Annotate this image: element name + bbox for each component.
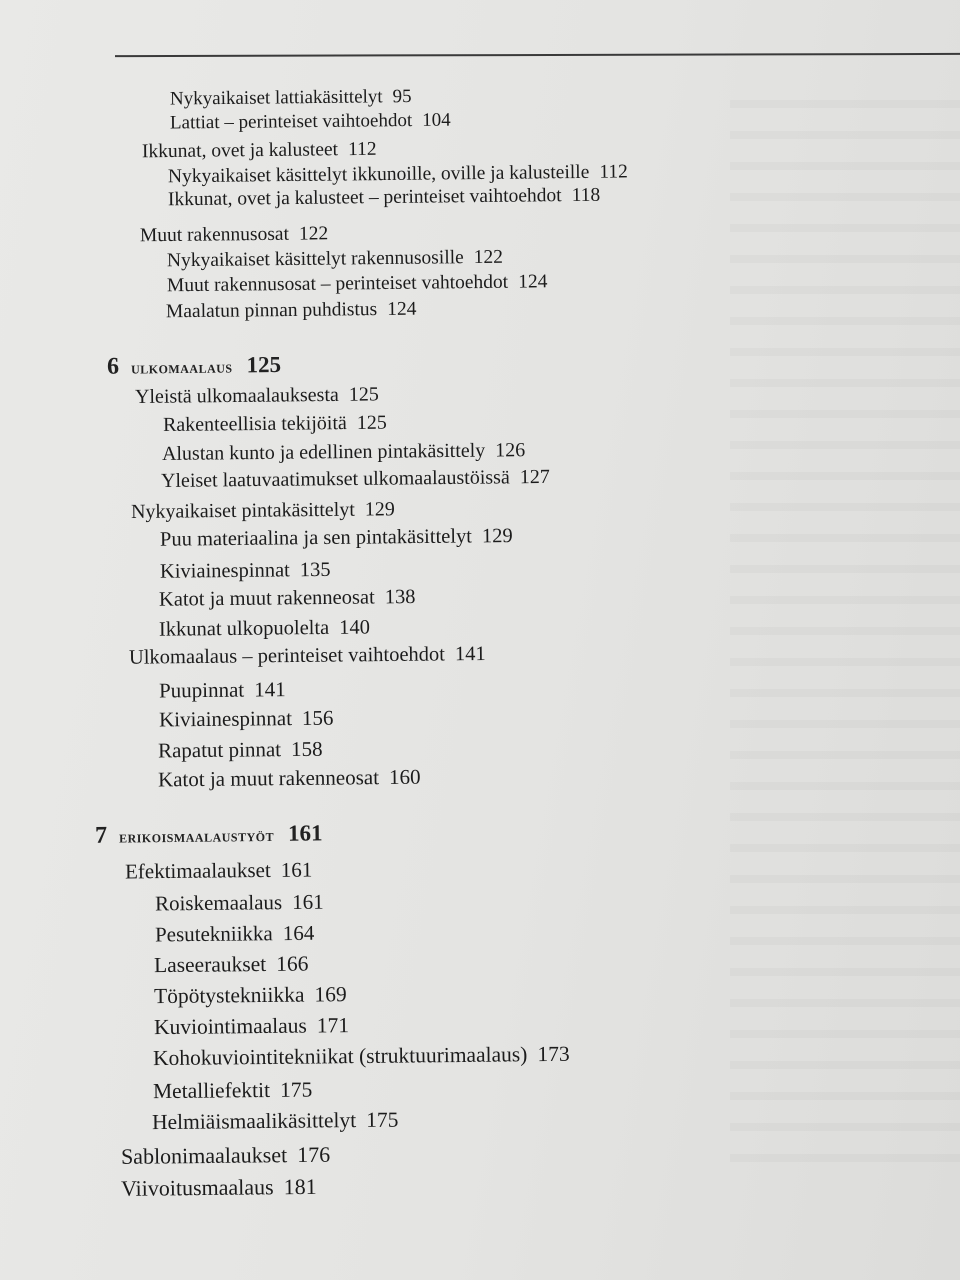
toc-entry [120, 1141, 331, 1169]
entry-title: Töpötystekniikka [153, 982, 305, 1009]
toc-entry [154, 984, 347, 1008]
entry-title: Lattiat – perinteiset vaihtoehdot [169, 110, 413, 134]
entry-page: 141 [254, 677, 286, 702]
toc-entry [159, 587, 416, 610]
entry-page: 175 [366, 1107, 399, 1132]
entry-title: Katot ja muut rakenneosat [158, 586, 375, 611]
entry-page: 127 [519, 465, 550, 489]
toc-entry [168, 186, 600, 210]
entry-page: 140 [339, 616, 371, 639]
toc-entry [131, 499, 395, 522]
toc-entry [152, 1041, 570, 1071]
toc-entry [157, 764, 421, 792]
chapter-number: 6 [106, 353, 120, 380]
entry-title: Roiskemaalaus [154, 890, 283, 916]
entry-title: Rakenteellisia tekijöitä [162, 412, 347, 436]
toc-entry [170, 87, 412, 109]
entry-title: Ikkunat, ovet ja kalusteet – perinteiset vaihtoehdot [167, 185, 562, 211]
toc-entry [158, 705, 334, 732]
entry-title: Yleistä ulkomaalauksesta [134, 383, 339, 408]
header-rule [115, 53, 960, 57]
entry-title: Nykyaikaiset lattiakäsittelyt [169, 86, 383, 110]
entry-page: 181 [283, 1173, 317, 1200]
entry-title: Helmiäismaalikäsittelyt [151, 1108, 357, 1135]
entry-page: 161 [280, 857, 313, 882]
entry-page: 161 [292, 889, 324, 915]
entry-page: 135 [299, 558, 331, 582]
toc-entry [154, 1015, 349, 1039]
entry-page: 141 [454, 642, 486, 666]
toc-entry [166, 300, 417, 322]
entry-page: 112 [347, 138, 377, 161]
toc-entry [152, 1077, 313, 1104]
entry-title: Metalliefektit [152, 1077, 271, 1104]
entry-page: 125 [348, 383, 379, 406]
entry-title: Nykyaikaiset käsittelyt rakennusosille [166, 247, 464, 272]
toc-entry [140, 224, 328, 245]
entry-title: Puupinnat [158, 677, 245, 703]
entry-page: 169 [314, 982, 347, 1007]
entry-page: 175 [279, 1077, 313, 1102]
entry-title: Alustan kunto ja edellinen pintakäsittely [161, 439, 486, 465]
entry-page: 171 [316, 1013, 350, 1038]
entry-title: Muut rakennusosat – perinteiset vahtoehdot [166, 271, 509, 297]
entry-page: 156 [301, 705, 334, 730]
chapter-title: erikoismaalaustyöt [118, 825, 275, 847]
entry-page: 122 [298, 223, 329, 245]
toc-entry [168, 162, 628, 186]
toc-entry [167, 248, 503, 271]
toc-entry [153, 951, 309, 978]
toc-entry [167, 272, 548, 295]
entry-page: 125 [356, 411, 387, 434]
toc-entry [161, 467, 550, 491]
entry-title: Nykyaikaiset pintakäsittelyt [130, 498, 355, 523]
entry-title: Rapatut pinnat [157, 737, 282, 763]
entry-title: Muut rakennusosat [139, 223, 290, 247]
chapter-heading [95, 821, 323, 847]
toc-entry [151, 1107, 399, 1135]
entry-title: Nykyaikaiset käsittelyt ikkunoille, oville ja kalusteille [167, 161, 590, 188]
toc-entry [129, 644, 486, 668]
toc-entry [154, 920, 315, 947]
facing-page-bleed [730, 80, 960, 1180]
entry-title: Kiviainespinnat [158, 706, 293, 732]
toc-entry [159, 679, 286, 701]
toc-entry [163, 413, 387, 435]
toc-entry [142, 140, 377, 162]
chapter-heading [107, 353, 281, 379]
entry-page: 124 [518, 271, 548, 293]
entry-page: 122 [473, 246, 504, 269]
entry-title: Sablonimaalaukset [120, 1142, 288, 1169]
entry-page: 112 [599, 161, 628, 183]
entry-page: 164 [282, 920, 315, 946]
entry-page: 158 [290, 736, 323, 762]
toc-entry [135, 384, 379, 407]
entry-page: 166 [276, 951, 309, 976]
entry-page: 104 [422, 109, 451, 131]
entry-title: Efektimaalaukset [124, 857, 271, 884]
entry-title: Puu materiaalina ja sen pintakäsittelyt [159, 525, 473, 551]
entry-page: 118 [571, 184, 601, 207]
entry-page: 129 [364, 498, 395, 521]
entry-title: Yleiset laatuvaatimukset ulkomaalaustöissä [160, 466, 510, 492]
entry-title: Kiviainespinnat [159, 559, 290, 583]
entry-title: Pesutekniikka [154, 921, 273, 947]
toc-entry [154, 889, 324, 916]
entry-page: 176 [297, 1141, 331, 1168]
chapter-title: ulkomaalaus [130, 357, 233, 378]
entry-title: Katot ja muut rakenneosat [157, 765, 380, 792]
chapter-number: 7 [94, 822, 108, 849]
toc-entry [120, 1173, 317, 1201]
entry-page: 124 [387, 298, 417, 320]
toc-entry [170, 111, 451, 133]
entry-page: 95 [392, 86, 412, 108]
toc-entry [157, 736, 323, 763]
entry-title: Kohokuviointitekniikat (struktuurimaalaus) [152, 1042, 528, 1071]
entry-page: 126 [495, 439, 526, 462]
toc-entry [162, 440, 525, 464]
entry-page: 138 [384, 586, 416, 609]
entry-title: Kuviointimaalaus [153, 1013, 307, 1040]
entry-title: Maalatun pinnan puhdistus [165, 299, 378, 323]
chapter-page: 161 [287, 820, 323, 846]
entry-title: Laseeraukset [153, 952, 267, 978]
entry-title: Ikkunat ulkopuolelta [158, 616, 330, 641]
entry-title: Viivoitusmaalaus [120, 1174, 274, 1201]
toc-entry [160, 526, 513, 550]
entry-page: 160 [388, 764, 421, 790]
toc-entry [159, 618, 370, 641]
entry-page: 129 [481, 525, 513, 548]
entry-page: 173 [537, 1041, 570, 1067]
chapter-page: 125 [246, 351, 282, 378]
toc-entry [125, 859, 312, 882]
toc-entry [160, 560, 331, 582]
entry-title: Ulkomaalaus – perinteiset vaihtoehdot [128, 643, 446, 669]
entry-title: Ikkunat, ovet ja kalusteet [141, 139, 339, 163]
